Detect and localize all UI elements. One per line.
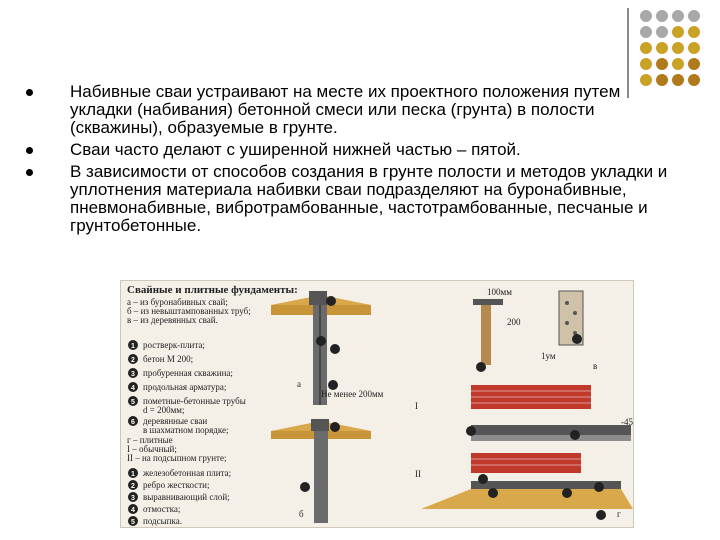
- legend-num: 5: [131, 399, 135, 406]
- legend-extra: в шахматном порядке;: [143, 425, 229, 435]
- pile-foundation-figure: [120, 280, 634, 528]
- bullet-icon: [26, 169, 33, 176]
- legend-text: пометные-бетонные трубы: [143, 396, 246, 406]
- figure-subtitle-v: в – из деревянных свай.: [127, 315, 218, 325]
- slab-foundation-drawing: [415, 385, 633, 520]
- legend-text: железобетонная плита;: [143, 468, 232, 478]
- legend-text: бетон М 200;: [143, 354, 194, 364]
- label-g: г: [617, 509, 621, 519]
- bullet-text: Сваи часто делают с уширенной нижней частью – пятой.: [70, 140, 521, 159]
- label-v: в: [593, 361, 598, 371]
- type-label: I – обычный;: [127, 444, 177, 454]
- legend-top: [127, 340, 246, 463]
- decor-dot: [656, 10, 668, 22]
- figure-drawing: [121, 281, 633, 527]
- decor-dot: [688, 58, 700, 70]
- decor-dot: [640, 58, 652, 70]
- bullet-item: [22, 141, 682, 159]
- decor-dot: [672, 42, 684, 54]
- legend-extra: d = 200мм;: [143, 405, 185, 415]
- type-label: II – на подсыпном грунте;: [127, 453, 227, 463]
- legend-text: пробуренная скважина;: [143, 368, 233, 378]
- legend-num: 3: [131, 495, 135, 502]
- legend-extra: г – плитные: [127, 435, 173, 445]
- bullet-text: В зависимости от способов создания в грунте полости и методов укладки и уплотнения материала набивки сваи подразделяют на буронабивные, пневмонабивные, вибротрамбованные, частотрамбованные, песчаные и грунтобетонные.: [70, 162, 668, 235]
- bullet-item: [22, 163, 682, 235]
- decor-dot: [656, 42, 668, 54]
- decor-dot: [640, 10, 652, 22]
- legend-num: 3: [131, 371, 135, 378]
- dim-label: 100мм: [487, 287, 512, 297]
- legend-text: подсыпка.: [143, 516, 182, 526]
- label-a: а: [297, 379, 301, 389]
- legend-text: деревянные сваи: [143, 416, 208, 426]
- decor-dot: [672, 10, 684, 22]
- decor-dot: [688, 10, 700, 22]
- bullet-text: Набивные сваи устраивают на месте их проектного положения путем укладки (набивания) бетонной смеси или песка (грунта) в полости (скважины), образуемые в грунте.: [70, 82, 621, 137]
- dim-label: 200: [507, 317, 521, 327]
- pile-b-drawing: [271, 419, 371, 523]
- decor-dot: [656, 58, 668, 70]
- bullet-list: [22, 83, 682, 239]
- bullet-icon: [26, 147, 33, 154]
- legend-bottom: [128, 468, 231, 526]
- legend-num: 6: [131, 419, 135, 426]
- legend-text: выравнивающий слой;: [143, 492, 230, 502]
- legend-num: 4: [131, 507, 135, 514]
- bullet-icon: [26, 89, 33, 96]
- dim-label: -45: [621, 417, 633, 427]
- legend-text: отмостка;: [143, 504, 181, 514]
- decor-dot: [640, 42, 652, 54]
- figure-subtitle-b: б – из невыштампованных труб;: [127, 306, 251, 316]
- decor-dot: [640, 26, 652, 38]
- legend-text: продольная арматура;: [143, 382, 227, 392]
- legend-num: 2: [131, 483, 135, 490]
- legend-num: 1: [131, 343, 135, 350]
- decor-dot: [656, 26, 668, 38]
- pile-a-drawing: [271, 291, 384, 405]
- label-b: б: [299, 509, 304, 519]
- decor-dot: [672, 58, 684, 70]
- legend-num: 5: [131, 519, 135, 526]
- legend-num: 1: [131, 471, 135, 478]
- decor-dot: [688, 42, 700, 54]
- legend-num: 4: [131, 385, 135, 392]
- figure-title: Свайные и плитные фундаменты:: [127, 284, 298, 296]
- figure-subtitle-a: а – из буронабивных свай;: [127, 297, 228, 307]
- pile-note: Не менее 200мм: [321, 389, 384, 399]
- decor-dot: [688, 74, 700, 86]
- legend-text: ребро жесткости;: [143, 480, 210, 490]
- pile-v-drawing: [473, 287, 597, 372]
- dim-label: 1ум: [541, 351, 556, 361]
- label-roman1: I: [415, 401, 418, 411]
- legend-text: ростверк-плита;: [143, 340, 205, 350]
- label-roman2: II: [415, 469, 421, 479]
- decor-dot: [688, 26, 700, 38]
- bullet-item: [22, 83, 682, 137]
- legend-num: 2: [131, 357, 135, 364]
- decor-dot: [672, 26, 684, 38]
